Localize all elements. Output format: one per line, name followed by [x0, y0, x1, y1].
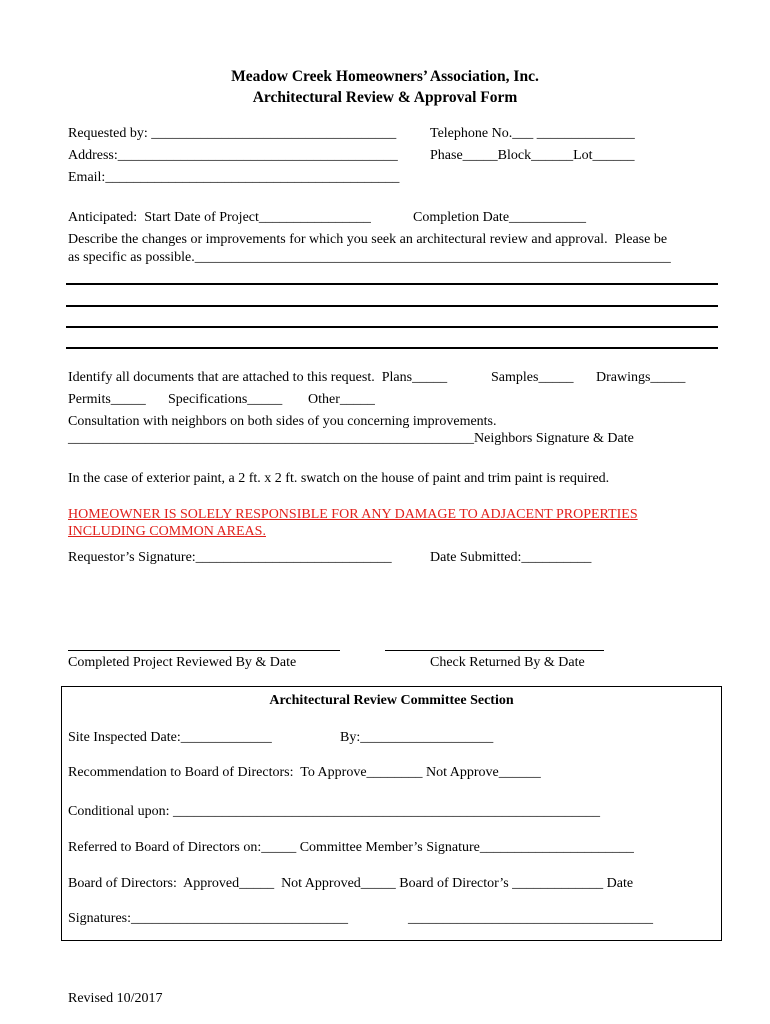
- documents-permits-field[interactable]: Permits_____: [68, 392, 146, 407]
- documents-drawings-field[interactable]: Drawings_____: [596, 370, 686, 385]
- paint-note: In the case of exterior paint, a 2 ft. x 2 ft. swatch on the house of paint and trim paint is required.: [68, 471, 610, 486]
- warning-line-2: INCLUDING COMMON AREAS.: [68, 524, 266, 539]
- site-inspected-field[interactable]: Site Inspected Date:_____________: [68, 730, 272, 745]
- documents-specifications-field[interactable]: Specifications_____: [168, 392, 283, 407]
- documents-plans-field[interactable]: Identify all documents that are attached to this request. Plans_____: [68, 370, 448, 385]
- revision-date: Revised 10/2017: [68, 991, 163, 1006]
- requestor-signature-field[interactable]: Requestor’s Signature:____________________________: [68, 550, 392, 565]
- description-line[interactable]: [66, 283, 718, 285]
- referred-field[interactable]: Referred to Board of Directors on:_____ Committee Member’s Signature______________________: [68, 840, 634, 855]
- start-date-field[interactable]: Anticipated: Start Date of Project________________: [68, 210, 371, 225]
- phase-block-lot-field[interactable]: Phase_____Block______Lot______: [430, 148, 635, 163]
- form-title: Meadow Creek Homeowners’ Association, Inc.: [231, 68, 539, 85]
- email-field[interactable]: Email:__________________________________________: [68, 170, 400, 185]
- description-line[interactable]: [66, 326, 718, 328]
- inspected-by-field[interactable]: By:___________________: [340, 730, 494, 745]
- address-field[interactable]: Address:________________________________________: [68, 148, 398, 163]
- neighbors-signature-field[interactable]: __________________________________________________________Neighbors Signature & Date: [68, 431, 634, 446]
- consultation-text: Consultation with neighbors on both sides of you concerning improvements.: [68, 414, 497, 429]
- documents-samples-field[interactable]: Samples_____: [491, 370, 574, 385]
- signatures-field[interactable]: Signatures:_______________________________: [68, 911, 348, 926]
- describe-field[interactable]: as specific as possible.____________________________________________________________________: [68, 250, 671, 265]
- requested-by-field[interactable]: Requested by: ___________________________________: [68, 126, 397, 141]
- conditional-upon-field[interactable]: Conditional upon: _____________________________________________________________: [68, 804, 600, 819]
- telephone-field[interactable]: Telephone No.___ ______________: [430, 126, 635, 141]
- completed-reviewed-label: Completed Project Reviewed By & Date: [68, 655, 297, 670]
- form-subtitle: Architectural Review & Approval Form: [252, 89, 518, 106]
- check-returned-line[interactable]: [385, 650, 604, 651]
- committee-section: [61, 686, 722, 941]
- completion-date-field[interactable]: Completion Date___________: [413, 210, 587, 225]
- description-line[interactable]: [66, 305, 718, 307]
- describe-instructions: Describe the changes or improvements for which you seek an architectural review and approval. Please be: [68, 232, 668, 247]
- description-line[interactable]: [66, 347, 718, 349]
- documents-other-field[interactable]: Other_____: [308, 392, 375, 407]
- completed-reviewed-line[interactable]: [68, 650, 340, 651]
- recommendation-field[interactable]: Recommendation to Board of Directors: To Approve________ Not Approve______: [68, 765, 541, 780]
- date-submitted-field[interactable]: Date Submitted:__________: [430, 550, 592, 565]
- check-returned-label: Check Returned By & Date: [430, 655, 585, 670]
- warning-line-1: HOMEOWNER IS SOLELY RESPONSIBLE FOR ANY DAMAGE TO ADJACENT PROPERTIES: [68, 507, 638, 522]
- signatures-field-2[interactable]: ___________________________________: [408, 911, 653, 926]
- board-approval-field[interactable]: Board of Directors: Approved_____ Not Approved_____ Board of Director’s _____________ Date: [68, 876, 634, 891]
- committee-heading: Architectural Review Committee Section: [269, 693, 514, 708]
